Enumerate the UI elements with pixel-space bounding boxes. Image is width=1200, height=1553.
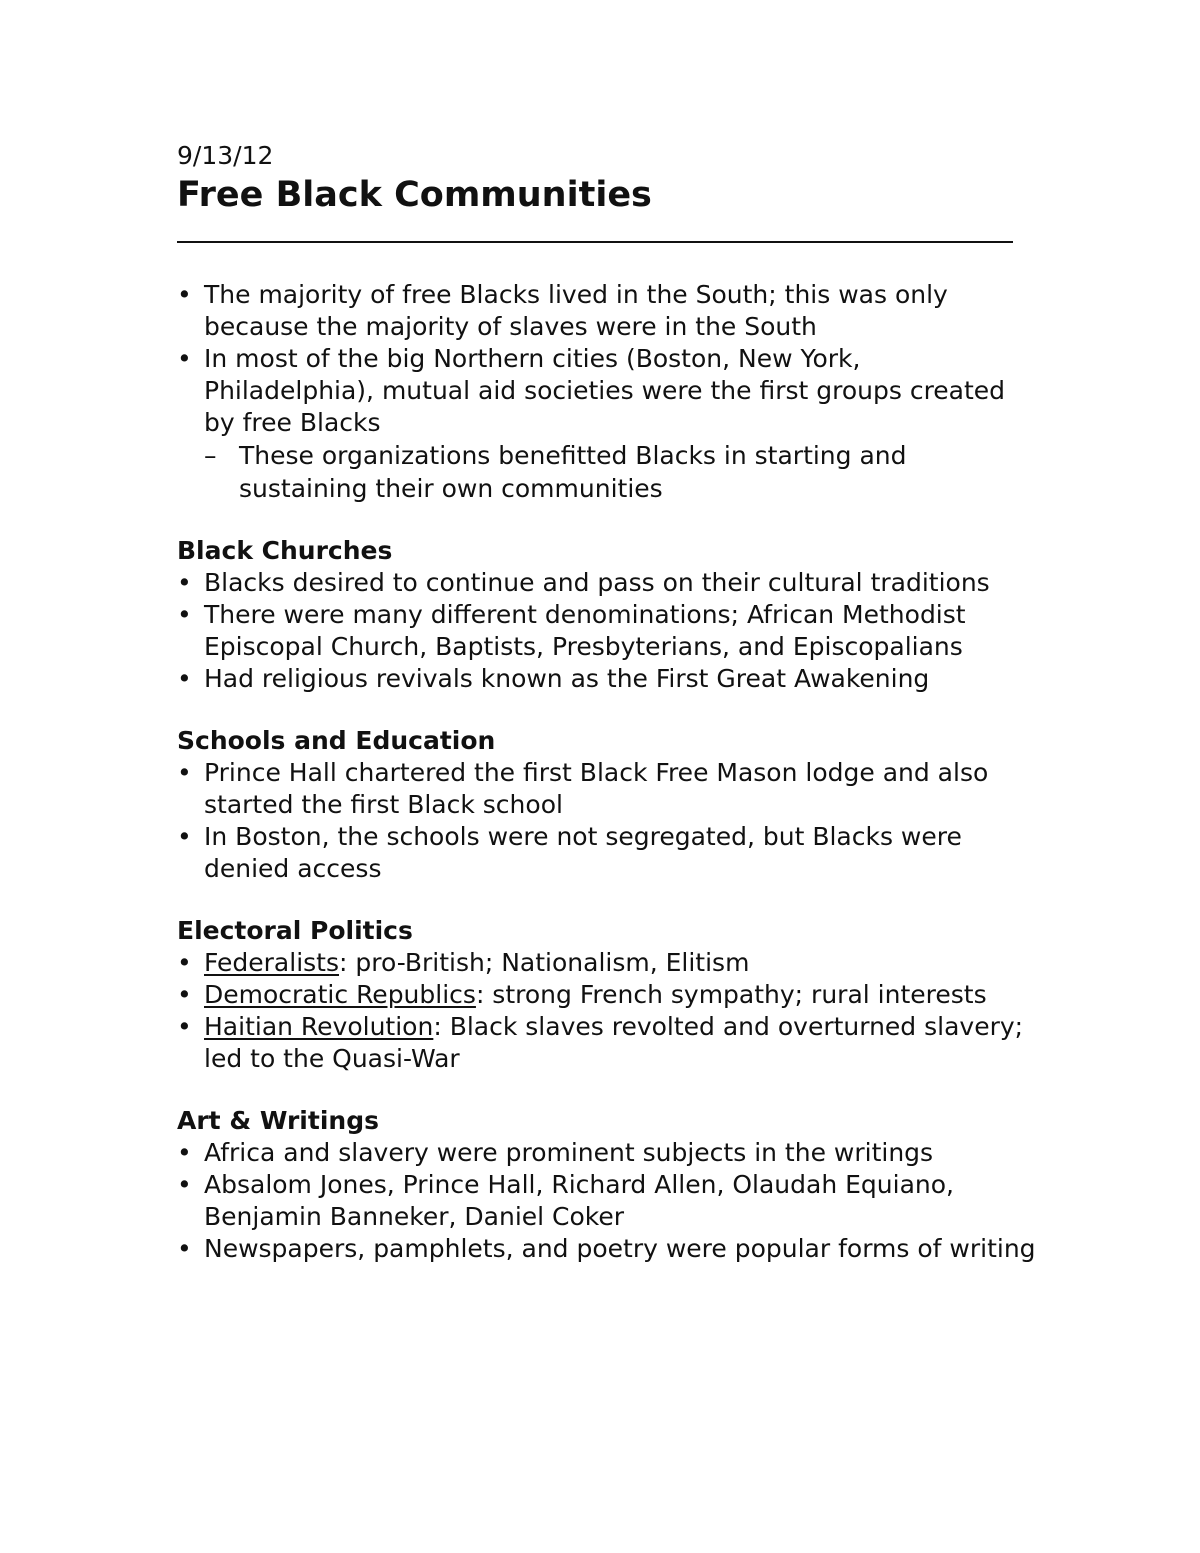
page-title: Free Black Communities: [177, 175, 652, 215]
bullet-icon: •: [177, 664, 192, 693]
bullet-icon: •: [177, 568, 192, 597]
bullet-icon: •: [177, 822, 192, 851]
schools-list: [177, 757, 1037, 885]
sub-list-item-text: These organizations benefitted Blacks in starting and sustaining their own communities: [239, 441, 907, 503]
sub-list-item: [204, 439, 1037, 505]
list-item: [177, 821, 1037, 885]
list-item-text: In most of the big Northern cities (Boston, New York, Philadelphia), mutual aid societies were the first groups created by free Blacks: [204, 344, 1006, 437]
title-divider: [177, 241, 1013, 243]
section-art-writings: [177, 1105, 1037, 1265]
section-heading: Art & Writings: [177, 1106, 379, 1135]
dash-icon: –: [204, 441, 217, 470]
bullet-icon: •: [177, 600, 192, 629]
list-item-text: : Black slaves revolted and overturned slavery; led to the Quasi-War: [204, 1012, 1024, 1073]
art-list: [177, 1137, 1037, 1265]
section-schools-education: [177, 725, 1037, 885]
bullet-icon: •: [177, 1170, 192, 1199]
bullet-icon: •: [177, 1138, 192, 1167]
term-federalists: Federalists: [204, 948, 339, 977]
sub-list: [204, 439, 1037, 505]
term-haitian-revolution: Haitian Revolution: [204, 1012, 434, 1041]
term-democratic-republics: Democratic Republics: [204, 980, 476, 1009]
list-item: [177, 343, 1037, 505]
list-item-text: The majority of free Blacks lived in the South; this was only because the majority of slaves were in the South: [204, 280, 948, 341]
bullet-icon: •: [177, 1234, 192, 1263]
list-item: [177, 1011, 1037, 1075]
list-item-text: Had religious revivals known as the First Great Awakening: [204, 664, 930, 693]
churches-list: [177, 567, 1037, 695]
list-item: [177, 979, 1037, 1011]
list-item-text: : strong French sympathy; rural interests: [475, 980, 987, 1009]
section-black-churches: [177, 535, 1037, 695]
intro-list: [177, 279, 1037, 505]
list-item-text: : pro-British; Nationalism, Elitism: [339, 948, 750, 977]
list-item-text: Prince Hall chartered the first Black Free Mason lodge and also started the first Black school: [204, 758, 989, 819]
list-item: [177, 663, 1037, 695]
list-item-text: Africa and slavery were prominent subjects in the writings: [204, 1138, 934, 1167]
bullet-icon: •: [177, 948, 192, 977]
section-heading: Electoral Politics: [177, 916, 413, 945]
section-heading: Schools and Education: [177, 726, 496, 755]
section-heading: Black Churches: [177, 536, 393, 565]
list-item: [177, 757, 1037, 821]
list-item: [177, 279, 1037, 343]
list-item-text: Blacks desired to continue and pass on their cultural traditions: [204, 568, 990, 597]
bullet-icon: •: [177, 1012, 192, 1041]
document-content: [177, 139, 1037, 1265]
list-item: [177, 1169, 1037, 1233]
bullet-icon: •: [177, 980, 192, 1009]
list-item: [177, 567, 1037, 599]
list-item-text: Absalom Jones, Prince Hall, Richard Allen, Olaudah Equiano, Benjamin Banneker, Daniel Coker: [204, 1170, 954, 1231]
note-date: 9/13/12: [177, 141, 274, 170]
list-item: [177, 947, 1037, 979]
list-item: [177, 1233, 1037, 1265]
politics-list: [177, 947, 1037, 1075]
section-electoral-politics: [177, 915, 1037, 1075]
bullet-icon: •: [177, 758, 192, 787]
list-item: [177, 599, 1037, 663]
list-item-text: Newspapers, pamphlets, and poetry were popular forms of writing: [204, 1234, 1036, 1263]
list-item: [177, 1137, 1037, 1169]
list-item-text: There were many different denominations; African Methodist Episcopal Church, Baptists, Presbyterians, and Episcopalians: [204, 600, 966, 661]
bullet-icon: •: [177, 344, 192, 373]
list-item-text: In Boston, the schools were not segregated, but Blacks were denied access: [204, 822, 962, 883]
bullet-icon: •: [177, 280, 192, 309]
